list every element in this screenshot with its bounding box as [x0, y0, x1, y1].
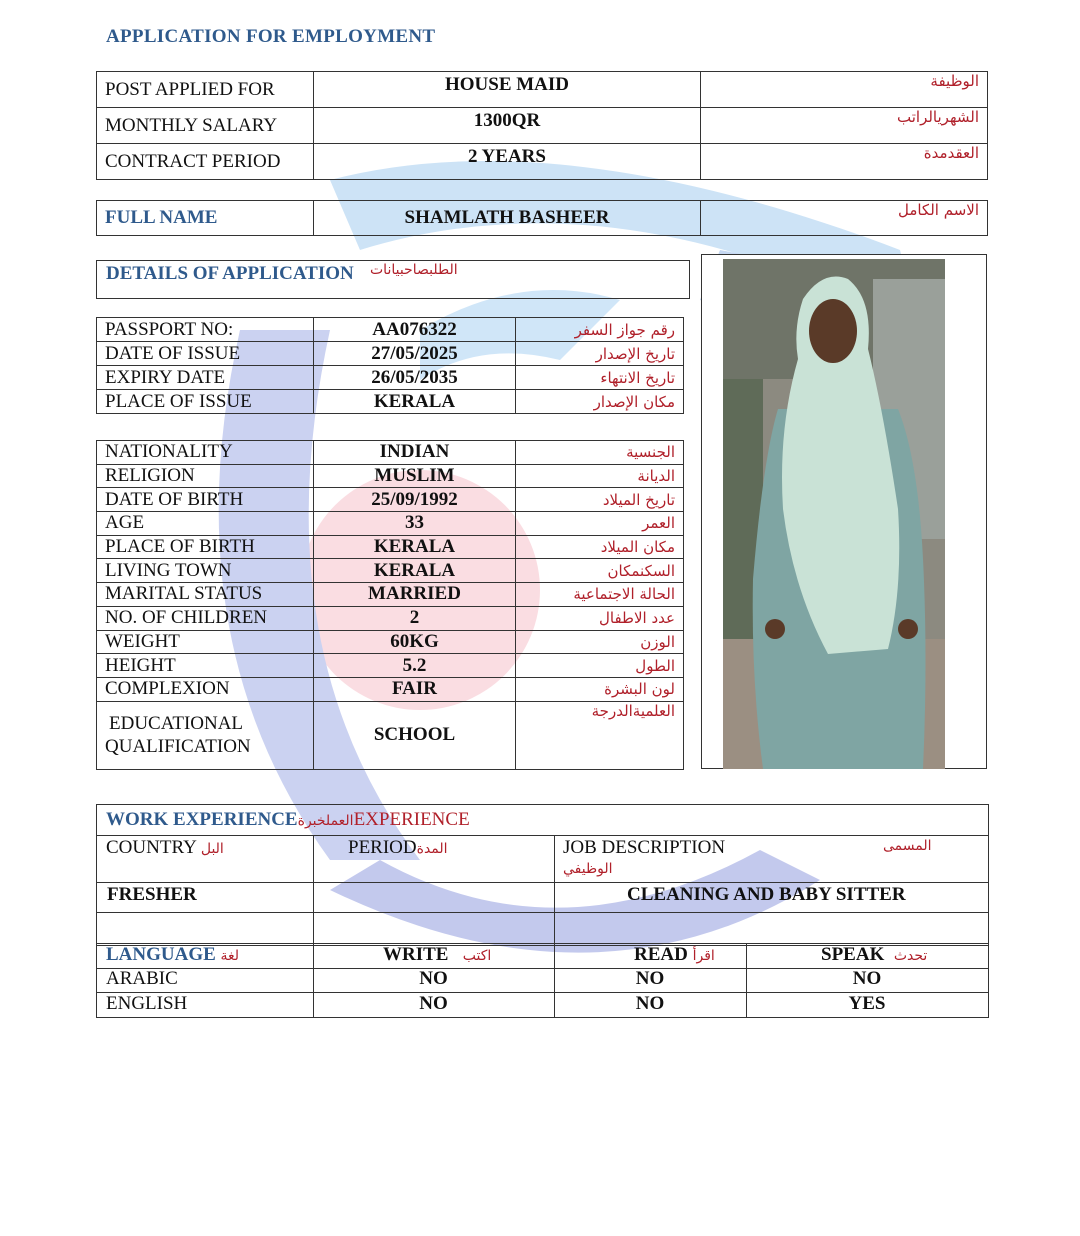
education-label	[97, 701, 314, 769]
country-arabic: البل	[200, 841, 224, 857]
salary-value: 1300QR	[314, 108, 701, 144]
dob-label: DATE OF BIRTH	[97, 488, 314, 512]
full-name-arabic: الاسم الكامل	[701, 201, 988, 236]
birthplace-label: PLACE OF BIRTH	[97, 535, 314, 559]
lang-english-speak: YES	[848, 993, 886, 1014]
table-row	[97, 701, 684, 769]
nationality-label: NATIONALITY	[97, 441, 314, 465]
lang-english-read: NO	[635, 993, 665, 1014]
education-arabic: العلميةالدرجة	[516, 701, 684, 769]
place-issue-arabic: مكان الإصدار	[516, 390, 684, 414]
height-label: HEIGHT	[97, 654, 314, 678]
complexion-arabic: لون البشرة	[516, 677, 684, 701]
place-issue-label: PLACE OF ISSUE	[97, 390, 314, 414]
issue-date-value: 27/05/2025	[314, 342, 516, 366]
speak-header	[821, 944, 927, 966]
table-row	[97, 654, 684, 678]
work-heading	[106, 809, 470, 831]
table-row	[97, 464, 684, 488]
language-heading: LANGUAGE	[106, 944, 216, 965]
salary-label: MONTHLY SALARY	[97, 108, 314, 144]
age-arabic: العمر	[516, 512, 684, 536]
post-value: HOUSE MAID	[314, 72, 701, 108]
title-arabic: المسمى	[883, 838, 932, 854]
passport-label: PASSPORT NO:	[97, 318, 314, 342]
religion-arabic: الديانة	[516, 464, 684, 488]
table-row	[97, 342, 684, 366]
table-row	[97, 441, 684, 465]
read-label: READ	[634, 944, 688, 965]
education-label-line-2: QUALIFICATION	[105, 736, 251, 758]
nationality-value: INDIAN	[314, 441, 516, 465]
table-row	[97, 108, 988, 144]
marital-arabic: الحالة الاجتماعية	[516, 583, 684, 607]
period-arabic: المدة	[416, 841, 448, 857]
details-arabic: الطلبصاحبيانات	[370, 262, 458, 278]
full-name-table	[96, 200, 988, 236]
country-value: FRESHER	[107, 884, 197, 905]
living-town-label: LIVING TOWN	[97, 559, 314, 583]
passport-value: AA076322	[314, 318, 516, 342]
table-row	[97, 366, 684, 390]
write-header	[383, 944, 491, 966]
issue-date-arabic: تاريخ الإصدار	[516, 342, 684, 366]
period-label: PERIOD	[348, 837, 417, 858]
table-row	[97, 535, 684, 559]
passport-arabic: رقم جواز السفر	[516, 318, 684, 342]
salary-arabic: الشهريالراتب	[701, 108, 988, 144]
nationality-arabic: الجنسية	[516, 441, 684, 465]
marital-value: MARRIED	[314, 583, 516, 607]
details-label: DETAILS OF APPLICATION	[106, 263, 354, 284]
job-description-label: JOB DESCRIPTION	[563, 837, 726, 858]
place-issue-value: KERALA	[314, 390, 516, 414]
passport-table	[96, 317, 684, 414]
applicant-photo	[723, 259, 945, 769]
country-header	[106, 837, 224, 859]
birthplace-value: KERALA	[314, 535, 516, 559]
religion-label: RELIGION	[97, 464, 314, 488]
period-header	[348, 837, 448, 859]
write-label: WRITE	[383, 944, 449, 965]
height-value: 5.2	[314, 654, 516, 678]
expiry-arabic: تاريخ الانتهاء	[516, 366, 684, 390]
full-name-label: FULL NAME	[97, 201, 314, 236]
read-header	[634, 944, 715, 966]
table-row	[97, 583, 684, 607]
children-value: 2	[314, 606, 516, 630]
education-label-line-1: EDUCATIONAL	[109, 713, 244, 735]
contract-value: 2 YEARS	[314, 144, 701, 180]
full-name-value: SHAMLATH BASHEER	[314, 201, 701, 236]
lang-english-write: NO	[419, 993, 448, 1014]
work-heading-suffix: EXPERIENCE	[353, 809, 470, 830]
complexion-label: COMPLEXION	[97, 677, 314, 701]
children-arabic: عدد الاطفال	[516, 606, 684, 630]
table-row	[97, 606, 684, 630]
education-value: SCHOOL	[314, 701, 516, 769]
read-arabic: اقرأ	[692, 948, 715, 964]
marital-label: MARITAL STATUS	[97, 583, 314, 607]
contract-label: CONTRACT PERIOD	[97, 144, 314, 180]
height-arabic: الطول	[516, 654, 684, 678]
religion-value: MUSLIM	[314, 464, 516, 488]
complexion-value: FAIR	[314, 677, 516, 701]
lang-arabic-write: NO	[419, 968, 448, 989]
lang-arabic-speak: NO	[852, 968, 882, 989]
expiry-value: 26/05/2035	[314, 366, 516, 390]
table-row	[97, 559, 684, 583]
post-label: POST APPLIED FOR	[97, 72, 314, 108]
work-experience-section	[96, 804, 989, 946]
dob-value: 25/09/1992	[314, 488, 516, 512]
lang-arabic-read: NO	[635, 968, 665, 989]
age-value: 33	[314, 512, 516, 536]
dob-arabic: تاريخ الميلاد	[516, 488, 684, 512]
language-section	[96, 943, 989, 1018]
job-description-value: CLEANING AND BABY SITTER	[627, 884, 906, 905]
page-title: APPLICATION FOR EMPLOYMENT	[106, 26, 436, 47]
living-town-value: KERALA	[314, 559, 516, 583]
living-town-arabic: السكنمكان	[516, 559, 684, 583]
table-row	[97, 72, 988, 108]
table-row	[97, 144, 988, 180]
table-row	[97, 318, 684, 342]
table-row	[97, 677, 684, 701]
expiry-label: EXPIRY DATE	[97, 366, 314, 390]
birthplace-arabic: مكان الميلاد	[516, 535, 684, 559]
issue-date-label: DATE OF ISSUE	[97, 342, 314, 366]
table-row	[97, 630, 684, 654]
weight-arabic: الوزن	[516, 630, 684, 654]
details-header	[96, 260, 690, 299]
personal-table	[96, 440, 684, 770]
weight-label: WEIGHT	[97, 630, 314, 654]
work-heading-label: WORK EXPERIENCE	[106, 809, 298, 830]
table-row	[97, 488, 684, 512]
speak-arabic: تحدث	[893, 948, 928, 964]
children-label: NO. OF CHILDREN	[97, 606, 314, 630]
country-label: COUNTRY	[106, 837, 197, 858]
table-row	[97, 512, 684, 536]
language-heading-arabic: لغة	[220, 948, 240, 964]
weight-value: 60KG	[314, 630, 516, 654]
post-arabic: الوظيفة	[701, 72, 988, 108]
lang-english-name: ENGLISH	[106, 993, 188, 1014]
lang-arabic-name: ARABIC	[106, 968, 178, 989]
age-label: AGE	[97, 512, 314, 536]
post-table	[96, 71, 988, 180]
language-header	[106, 944, 239, 966]
work-heading-arabic: العملخبرة	[297, 813, 354, 829]
job-description-arabic: الوظيفي	[563, 861, 613, 877]
write-arabic: اكتب	[462, 948, 492, 964]
speak-label: SPEAK	[821, 944, 885, 965]
table-row	[97, 390, 684, 414]
contract-arabic: العقدمدة	[701, 144, 988, 180]
